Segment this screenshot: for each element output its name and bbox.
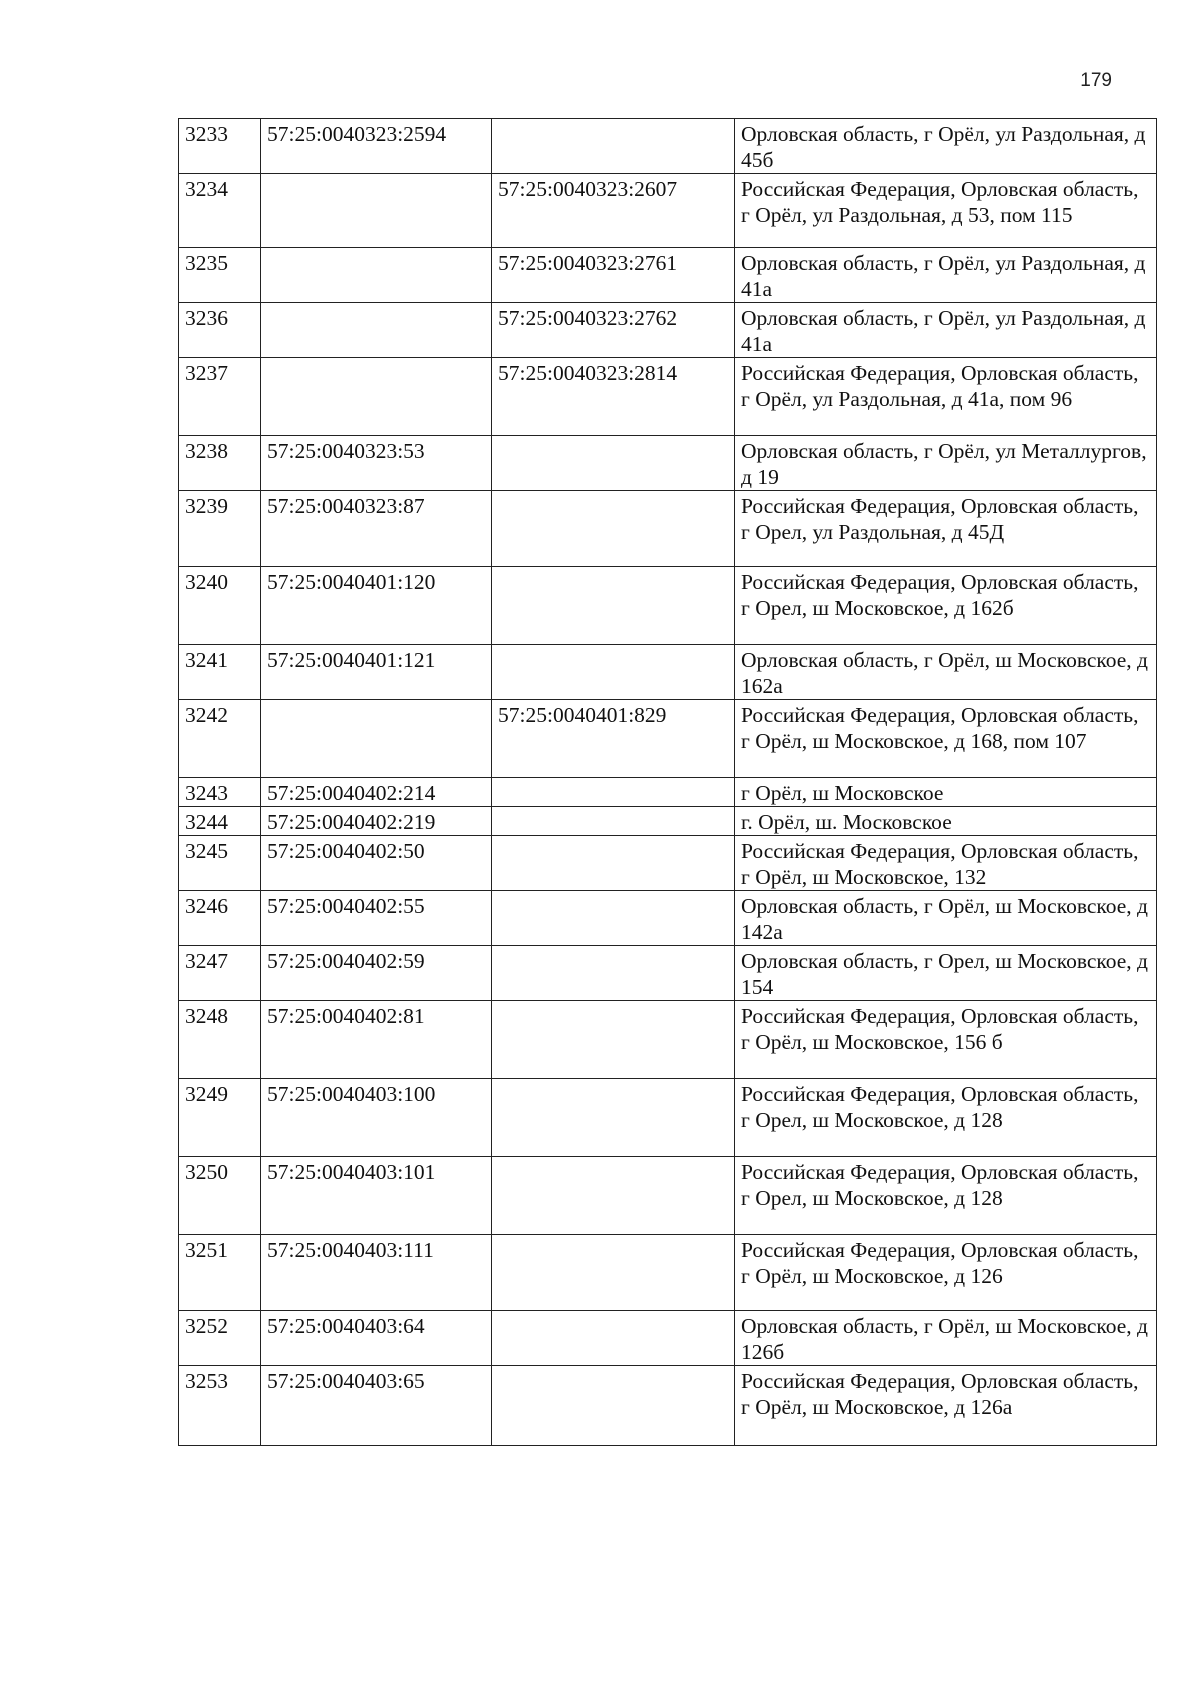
related-cadastral-number-cell bbox=[492, 491, 735, 567]
address-cell: Российская Федерация, Орловская область, г Орёл, ул Раздольная, д 53, пом 115 bbox=[735, 174, 1157, 248]
cadastral-number-cell: 57:25:0040403:111 bbox=[261, 1235, 492, 1311]
row-number-cell: 3239 bbox=[179, 491, 261, 567]
cadastral-number-cell: 57:25:0040402:55 bbox=[261, 891, 492, 946]
related-cadastral-number-cell bbox=[492, 1235, 735, 1311]
cadastral-number-cell: 57:25:0040403:100 bbox=[261, 1079, 492, 1157]
related-cadastral-number-cell: 57:25:0040323:2762 bbox=[492, 303, 735, 358]
table-row bbox=[179, 1235, 1157, 1311]
table-row bbox=[179, 1366, 1157, 1446]
row-number-cell: 3252 bbox=[179, 1311, 261, 1366]
cadastral-number-cell: 57:25:0040402:214 bbox=[261, 778, 492, 807]
address-cell: Российская Федерация, Орловская область, г Орёл, ул Раздольная, д 41а, пом 96 bbox=[735, 358, 1157, 436]
cadastral-number-cell bbox=[261, 358, 492, 436]
related-cadastral-number-cell bbox=[492, 645, 735, 700]
address-cell: Российская Федерация, Орловская область, г Орел, ш Московское, д 162б bbox=[735, 567, 1157, 645]
table-row bbox=[179, 436, 1157, 491]
table-row bbox=[179, 946, 1157, 1001]
address-cell: Российская Федерация, Орловская область, г Орел, ул Раздольная, д 45Д bbox=[735, 491, 1157, 567]
cadastral-number-cell: 57:25:0040402:219 bbox=[261, 807, 492, 836]
row-number-cell: 3237 bbox=[179, 358, 261, 436]
row-number-cell: 3249 bbox=[179, 1079, 261, 1157]
address-cell: Российская Федерация, Орловская область, г Орёл, ш Московское, д 126 bbox=[735, 1235, 1157, 1311]
address-cell: Российская Федерация, Орловская область, г Орел, ш Московское, д 128 bbox=[735, 1157, 1157, 1235]
related-cadastral-number-cell bbox=[492, 1001, 735, 1079]
row-number-cell: 3242 bbox=[179, 700, 261, 778]
row-number-cell: 3238 bbox=[179, 436, 261, 491]
row-number-cell: 3247 bbox=[179, 946, 261, 1001]
cadastral-number-cell: 57:25:0040402:81 bbox=[261, 1001, 492, 1079]
address-cell: Российская Федерация, Орловская область, г Орёл, ш Московское, д 126а bbox=[735, 1366, 1157, 1446]
table-row bbox=[179, 1157, 1157, 1235]
cadastral-number-cell: 57:25:0040402:59 bbox=[261, 946, 492, 1001]
table-row bbox=[179, 836, 1157, 891]
related-cadastral-number-cell bbox=[492, 567, 735, 645]
address-cell: Орловская область, г Орёл, ш Московское, д 162а bbox=[735, 645, 1157, 700]
table-row bbox=[179, 645, 1157, 700]
row-number-cell: 3244 bbox=[179, 807, 261, 836]
address-cell: Орловская область, г Орёл, ш Московское, д 126б bbox=[735, 1311, 1157, 1366]
row-number-cell: 3236 bbox=[179, 303, 261, 358]
row-number-cell: 3251 bbox=[179, 1235, 261, 1311]
related-cadastral-number-cell bbox=[492, 1157, 735, 1235]
table-row bbox=[179, 491, 1157, 567]
address-cell: Орловская область, г Орёл, ш Московское, д 142а bbox=[735, 891, 1157, 946]
cadastral-number-cell: 57:25:0040323:87 bbox=[261, 491, 492, 567]
address-cell: г Орёл, ш Московское bbox=[735, 778, 1157, 807]
row-number-cell: 3240 bbox=[179, 567, 261, 645]
related-cadastral-number-cell: 57:25:0040323:2814 bbox=[492, 358, 735, 436]
table-row bbox=[179, 700, 1157, 778]
related-cadastral-number-cell bbox=[492, 946, 735, 1001]
row-number-cell: 3243 bbox=[179, 778, 261, 807]
address-cell: Орловская область, г Орёл, ул Раздольная, д 41а bbox=[735, 303, 1157, 358]
table-row bbox=[179, 1001, 1157, 1079]
row-number-cell: 3253 bbox=[179, 1366, 261, 1446]
address-cell: Российская Федерация, Орловская область, г Орел, ш Московское, д 128 bbox=[735, 1079, 1157, 1157]
related-cadastral-number-cell bbox=[492, 1366, 735, 1446]
registry-table bbox=[178, 118, 1157, 1446]
address-cell: Российская Федерация, Орловская область, г Орёл, ш Московское, д 168, пом 107 bbox=[735, 700, 1157, 778]
related-cadastral-number-cell bbox=[492, 891, 735, 946]
related-cadastral-number-cell bbox=[492, 1311, 735, 1366]
cadastral-number-cell: 57:25:0040401:121 bbox=[261, 645, 492, 700]
table-row bbox=[179, 1311, 1157, 1366]
related-cadastral-number-cell: 57:25:0040401:829 bbox=[492, 700, 735, 778]
address-cell: Орловская область, г Орел, ш Московское, д 154 bbox=[735, 946, 1157, 1001]
row-number-cell: 3246 bbox=[179, 891, 261, 946]
cadastral-number-cell bbox=[261, 700, 492, 778]
page-number: 179 bbox=[1080, 70, 1112, 91]
related-cadastral-number-cell bbox=[492, 1079, 735, 1157]
address-cell: Российская Федерация, Орловская область, г Орёл, ш Московское, 132 bbox=[735, 836, 1157, 891]
row-number-cell: 3248 bbox=[179, 1001, 261, 1079]
address-cell: Орловская область, г Орёл, ул Металлургов, д 19 bbox=[735, 436, 1157, 491]
registry-table-body bbox=[179, 119, 1157, 1446]
address-cell: Российская Федерация, Орловская область, г Орёл, ш Московское, 156 б bbox=[735, 1001, 1157, 1079]
table-row bbox=[179, 778, 1157, 807]
table-row bbox=[179, 567, 1157, 645]
row-number-cell: 3245 bbox=[179, 836, 261, 891]
table-row bbox=[179, 1079, 1157, 1157]
cadastral-number-cell: 57:25:0040403:101 bbox=[261, 1157, 492, 1235]
table-row bbox=[179, 174, 1157, 248]
cadastral-number-cell: 57:25:0040403:64 bbox=[261, 1311, 492, 1366]
cadastral-number-cell: 57:25:0040323:2594 bbox=[261, 119, 492, 174]
cadastral-number-cell: 57:25:0040323:53 bbox=[261, 436, 492, 491]
row-number-cell: 3233 bbox=[179, 119, 261, 174]
address-cell: Орловская область, г Орёл, ул Раздольная, д 45б bbox=[735, 119, 1157, 174]
related-cadastral-number-cell bbox=[492, 119, 735, 174]
table-row bbox=[179, 807, 1157, 836]
related-cadastral-number-cell: 57:25:0040323:2607 bbox=[492, 174, 735, 248]
table-row bbox=[179, 303, 1157, 358]
address-cell: г. Орёл, ш. Московское bbox=[735, 807, 1157, 836]
cadastral-number-cell bbox=[261, 248, 492, 303]
cadastral-number-cell bbox=[261, 174, 492, 248]
table-row bbox=[179, 119, 1157, 174]
related-cadastral-number-cell: 57:25:0040323:2761 bbox=[492, 248, 735, 303]
row-number-cell: 3235 bbox=[179, 248, 261, 303]
row-number-cell: 3250 bbox=[179, 1157, 261, 1235]
related-cadastral-number-cell bbox=[492, 436, 735, 491]
table-row bbox=[179, 248, 1157, 303]
cadastral-number-cell: 57:25:0040403:65 bbox=[261, 1366, 492, 1446]
related-cadastral-number-cell bbox=[492, 807, 735, 836]
row-number-cell: 3241 bbox=[179, 645, 261, 700]
related-cadastral-number-cell bbox=[492, 778, 735, 807]
cadastral-number-cell bbox=[261, 303, 492, 358]
address-cell: Орловская область, г Орёл, ул Раздольная, д 41а bbox=[735, 248, 1157, 303]
table-row bbox=[179, 358, 1157, 436]
table-row bbox=[179, 891, 1157, 946]
row-number-cell: 3234 bbox=[179, 174, 261, 248]
related-cadastral-number-cell bbox=[492, 836, 735, 891]
cadastral-number-cell: 57:25:0040401:120 bbox=[261, 567, 492, 645]
cadastral-number-cell: 57:25:0040402:50 bbox=[261, 836, 492, 891]
